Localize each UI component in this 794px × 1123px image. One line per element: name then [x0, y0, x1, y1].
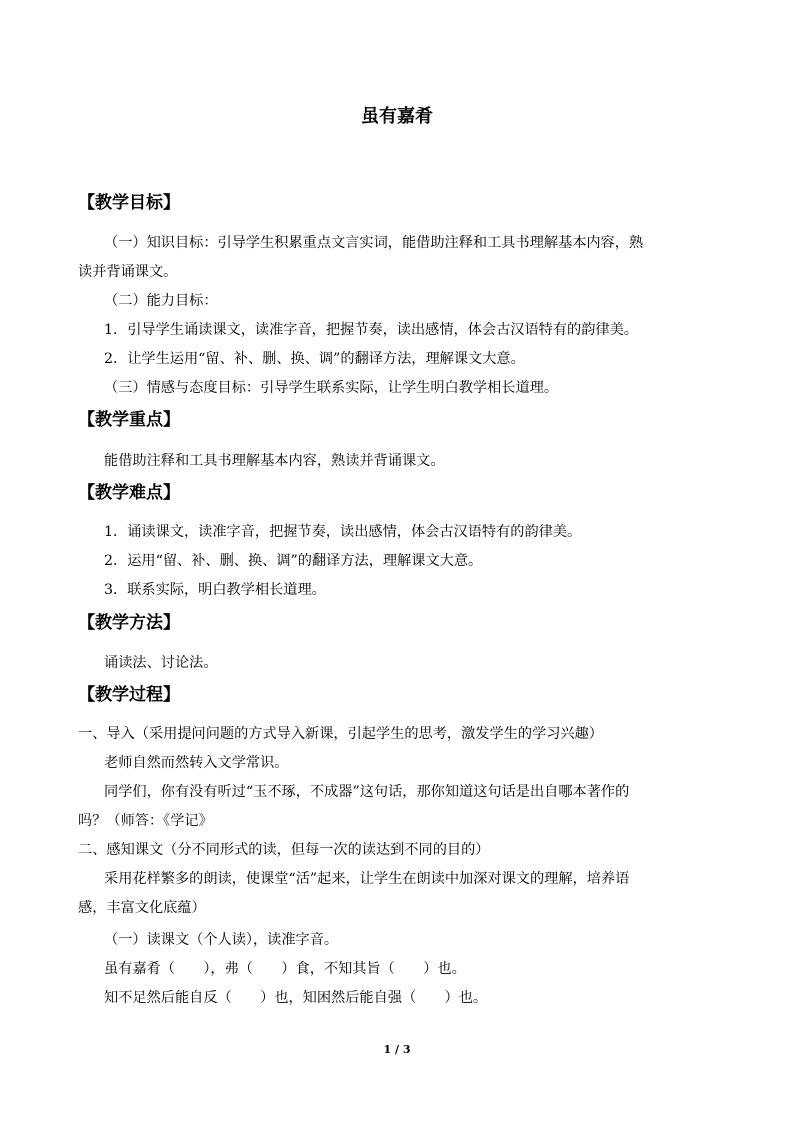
process-line-fill-1: 虽有嘉肴（ ），弗（ ）食，不知其旨（ ）也。 — [104, 961, 466, 977]
difficulties-item1: 1．诵读课文，读准字音，把握节奏，读出感情，体会古汉语特有的韵律美。 — [104, 524, 582, 540]
heading-teaching-goals: 【教学目标】 — [78, 193, 180, 213]
process-line-7: 感，丰富文化底蕴） — [78, 900, 206, 916]
heading-methods: 【教学方法】 — [78, 613, 180, 633]
process-line-2: 老师自然而然转入文学常识。 — [104, 755, 289, 771]
process-line-4: 吗？（师答：《学记》 — [78, 813, 213, 829]
difficulties-item2: 2．运用“留、补、删、换、调”的翻译方法，理解课文大意。 — [104, 553, 483, 569]
process-line-6: 采用花样繁多的朗读，使课堂“活”起来，让学生在朗读中加深对课文的理解，培养语 — [104, 871, 630, 887]
heading-process: 【教学过程】 — [78, 685, 180, 705]
heading-key-points: 【教学重点】 — [78, 410, 180, 430]
heading-difficulties: 【教学难点】 — [78, 483, 180, 503]
goals-ability-item1: 1．引导学生诵读课文，读准字音，把握节奏，读出感情，体会古汉语特有的韵律美。 — [104, 322, 638, 338]
goals-knowledge-line1: （一）知识目标：引导学生积累重点文言实词，能借助注释和工具书理解基本内容，熟 — [104, 235, 644, 251]
process-line-intro: 一、导入（采用提问问题的方式导入新课，引起学生的思考，激发学生的学习兴趣） — [78, 726, 603, 742]
goals-knowledge-line2: 读并背诵课文。 — [78, 264, 178, 280]
goals-ability-item2: 2．让学生运用“留、补、删、换、调”的翻译方法，理解课文大意。 — [104, 351, 525, 367]
key-points-text: 能借助注释和工具书理解基本内容，熟读并背诵课文。 — [104, 453, 445, 469]
page-number: 1 / 3 — [383, 1043, 411, 1056]
process-line-8: （一）读课文（个人读），读准字音。 — [104, 932, 339, 948]
goals-ability-title: （二）能力目标： — [104, 293, 218, 309]
document-title: 虽有嘉肴 — [361, 106, 433, 127]
methods-text: 诵读法、讨论法。 — [104, 655, 218, 671]
process-line-3: 同学们，你有没有听过“玉不琢，不成器”这句话，那你知道这句话是出自哪本著作的 — [104, 784, 630, 800]
goals-emotion: （三）情感与态度目标：引导学生联系实际，让学生明白教学相长道理。 — [104, 380, 559, 396]
process-line-perceive: 二、感知课文（分不同形式的读，但每一次的读达到不同的目的） — [78, 842, 490, 858]
difficulties-item3: 3．联系实际，明白教学相长道理。 — [104, 582, 326, 598]
process-line-fill-2: 知不足然后能自反（ ）也，知困然后能自强（ ）也。 — [104, 990, 488, 1006]
